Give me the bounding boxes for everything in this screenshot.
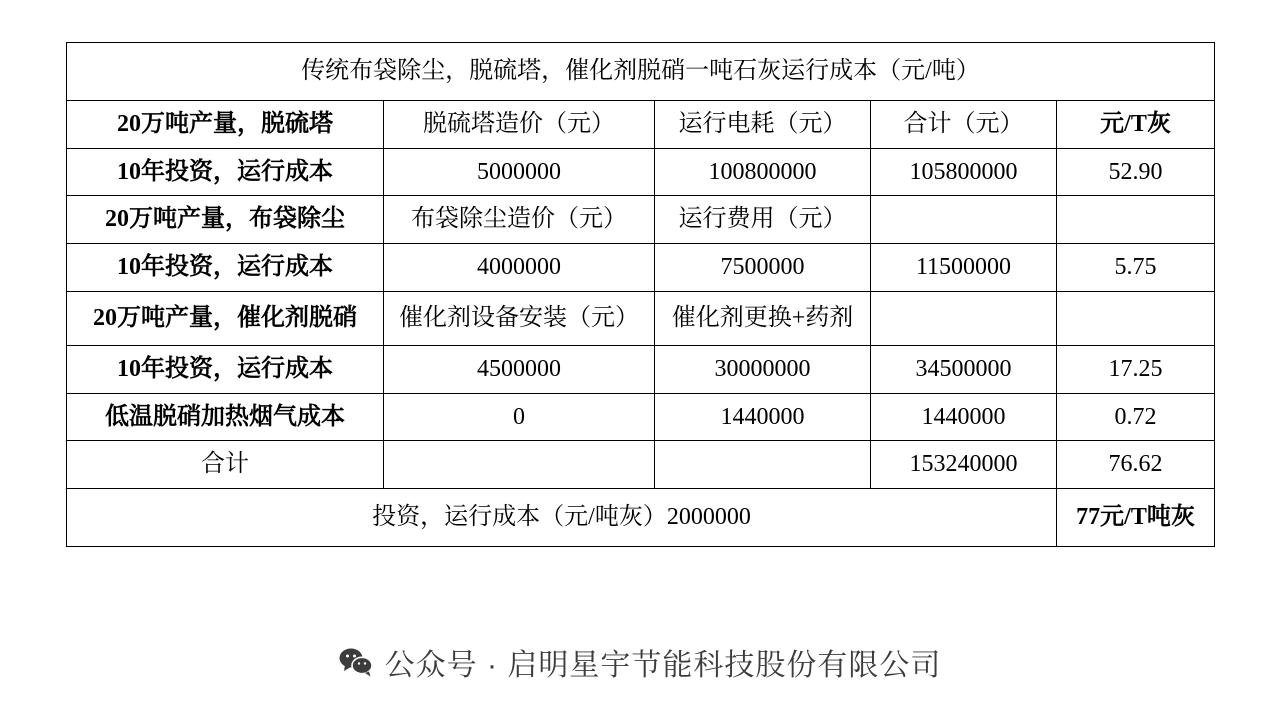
table-title: 传统布袋除尘，脱硫塔，催化剂脱硝一吨石灰运行成本（元/吨） bbox=[67, 43, 1215, 101]
row-0-cell-1: 脱硫塔造价（元） bbox=[384, 100, 655, 148]
row-6-cell-2: 1440000 bbox=[655, 393, 871, 441]
row-3-cell-0: 10年投资，运行成本 bbox=[67, 244, 384, 292]
row-7-cell-0: 合计 bbox=[67, 441, 384, 489]
row-1-cell-1: 5000000 bbox=[384, 148, 655, 196]
footer-text: 公众号 · 启明星宇节能科技股份有限公司 bbox=[384, 649, 942, 682]
page-footer bbox=[0, 640, 1280, 685]
row-2-cell-1: 布袋除尘造价（元） bbox=[384, 196, 655, 244]
row-4-cell-4 bbox=[1057, 291, 1215, 345]
row-7-cell-3: 153240000 bbox=[871, 441, 1057, 489]
row-1-cell-2: 100800000 bbox=[655, 148, 871, 196]
table-row bbox=[67, 244, 1215, 292]
row-3-cell-1: 4000000 bbox=[384, 244, 655, 292]
row-2-cell-4 bbox=[1057, 196, 1215, 244]
table-row bbox=[67, 291, 1215, 345]
row-1-cell-3: 105800000 bbox=[871, 148, 1057, 196]
row-0-cell-2: 运行电耗（元） bbox=[655, 100, 871, 148]
row-2-cell-3 bbox=[871, 196, 1057, 244]
row-6-cell-4: 0.72 bbox=[1057, 393, 1215, 441]
row-4-cell-3 bbox=[871, 291, 1057, 345]
footer-row-value: 77元/T吨灰 bbox=[1057, 489, 1215, 547]
table-row bbox=[67, 393, 1215, 441]
row-0-cell-4: 元/T灰 bbox=[1057, 100, 1215, 148]
row-3-cell-4: 5.75 bbox=[1057, 244, 1215, 292]
table-title-row bbox=[67, 43, 1215, 101]
row-7-cell-4: 76.62 bbox=[1057, 441, 1215, 489]
table-row bbox=[67, 196, 1215, 244]
row-6-cell-3: 1440000 bbox=[871, 393, 1057, 441]
row-5-cell-1: 4500000 bbox=[384, 345, 655, 393]
row-7-cell-1 bbox=[384, 441, 655, 489]
row-2-cell-0: 20万吨产量，布袋除尘 bbox=[67, 196, 384, 244]
row-4-cell-0: 20万吨产量，催化剂脱硝 bbox=[67, 291, 384, 345]
table-footer-row bbox=[67, 489, 1215, 547]
footer-row-label: 投资，运行成本（元/吨灰）2000000 bbox=[67, 489, 1057, 547]
table-total-row bbox=[67, 441, 1215, 489]
row-6-cell-0: 低温脱硝加热烟气成本 bbox=[67, 393, 384, 441]
row-0-cell-0: 20万吨产量，脱硫塔 bbox=[67, 100, 384, 148]
cost-table-container bbox=[66, 42, 1214, 547]
table-row bbox=[67, 100, 1215, 148]
row-5-cell-3: 34500000 bbox=[871, 345, 1057, 393]
table-row bbox=[67, 345, 1215, 393]
row-0-cell-3: 合计（元） bbox=[871, 100, 1057, 148]
row-4-cell-2: 催化剂更换+药剂 bbox=[655, 291, 871, 345]
table-row bbox=[67, 148, 1215, 196]
row-1-cell-0: 10年投资，运行成本 bbox=[67, 148, 384, 196]
row-4-cell-1: 催化剂设备安装（元） bbox=[384, 291, 655, 345]
row-3-cell-3: 11500000 bbox=[871, 244, 1057, 292]
row-7-cell-2 bbox=[655, 441, 871, 489]
row-1-cell-4: 52.90 bbox=[1057, 148, 1215, 196]
row-2-cell-2: 运行费用（元） bbox=[655, 196, 871, 244]
cost-table bbox=[66, 42, 1215, 547]
wechat-icon bbox=[339, 647, 373, 677]
row-3-cell-2: 7500000 bbox=[655, 244, 871, 292]
row-5-cell-4: 17.25 bbox=[1057, 345, 1215, 393]
row-5-cell-2: 30000000 bbox=[655, 345, 871, 393]
row-5-cell-0: 10年投资，运行成本 bbox=[67, 345, 384, 393]
row-6-cell-1: 0 bbox=[384, 393, 655, 441]
